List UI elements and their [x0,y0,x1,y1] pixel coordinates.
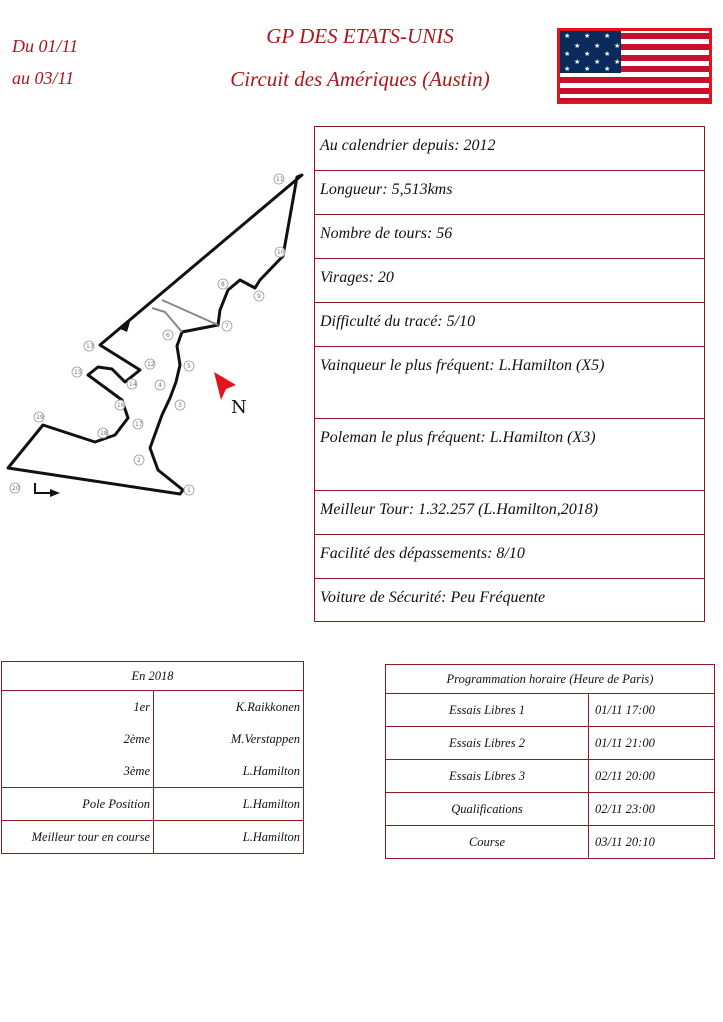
info-row-since: Au calendrier depuis: 2012 [315,127,704,171]
info-row-laps: Nombre de tours: 56 [315,215,704,259]
schedule-table [385,664,715,859]
svg-text:6: 6 [166,332,170,339]
svg-text:19: 19 [36,414,44,421]
podium-driver-1: K.Raikkonen [154,691,304,724]
podium-pos-2: 2ème [2,723,154,755]
svg-text:5: 5 [187,363,191,370]
schedule-row: Essais Libres 3 02/11 20:00 [386,760,715,793]
circuit-map [0,160,310,510]
info-row-top-winner: Vainqueur le plus fréquent: L.Hamilton (X5) [315,347,704,419]
fastest-lap-label: Meilleur tour en course [2,821,154,854]
fastest-lap-driver: L.Hamilton [154,821,304,854]
schedule-row: Essais Libres 2 01/11 21:00 [386,727,715,760]
usa-flag-icon: ★ ★ ★ ★ ★ ★ ★ ★ ★ ★ ★ ★ ★ ★ ★ [557,28,712,104]
svg-text:20: 20 [12,485,20,492]
pole-driver: L.Hamilton [154,788,304,821]
svg-text:3: 3 [178,402,182,409]
results-header: En 2018 [2,662,304,691]
svg-text:N: N [231,397,247,418]
date-to: au 03/11 [12,68,75,88]
svg-text:1: 1 [187,487,191,494]
circuit-name: Circuit des Amériques (Austin) [230,67,490,91]
schedule-row: Essais Libres 1 01/11 17:00 [386,694,715,727]
info-row-lap-record: Meilleur Tour: 1.32.257 (L.Hamilton,2018) [315,491,704,535]
page-title: GP DES ETATS-UNIS [266,24,454,48]
podium-pos-3: 3ème [2,755,154,788]
info-row-length: Longueur: 5,513kms [315,171,704,215]
schedule-header: Programmation horaire (Heure de Paris) [386,665,715,694]
svg-text:16: 16 [117,402,125,409]
podium-driver-3: L.Hamilton [154,755,304,788]
pole-label: Pole Position [2,788,154,821]
info-row-overtaking: Facilité des dépassements: 8/10 [315,535,704,579]
info-row-top-poleman: Poleman le plus fréquent: L.Hamilton (X3) [315,419,704,491]
svg-text:15: 15 [74,369,82,376]
podium-driver-2: M.Verstappen [154,723,304,755]
circuit-info-table [314,126,705,622]
info-row-turns: Virages: 20 [315,259,704,303]
svg-text:12: 12 [147,361,155,368]
svg-text:18: 18 [100,430,108,437]
schedule-row: Course 03/11 20:10 [386,826,715,859]
svg-text:13: 13 [86,343,94,350]
info-row-difficulty: Difficulté du tracé: 5/10 [315,303,704,347]
svg-text:4: 4 [158,382,162,389]
svg-text:8: 8 [221,281,225,288]
schedule-row: Qualifications 02/11 23:00 [386,793,715,826]
results-2018-table [1,661,304,854]
podium-pos-1: 1er [2,691,154,724]
svg-text:11: 11 [276,176,284,183]
date-from: Du 01/11 [12,36,79,56]
svg-text:7: 7 [225,323,229,330]
svg-text:9: 9 [257,293,261,300]
svg-text:10: 10 [277,249,285,256]
svg-text:14: 14 [129,381,137,388]
info-row-safety-car: Voiture de Sécurité: Peu Fréquente [320,589,546,606]
svg-text:2: 2 [137,457,141,464]
svg-text:17: 17 [135,421,143,428]
